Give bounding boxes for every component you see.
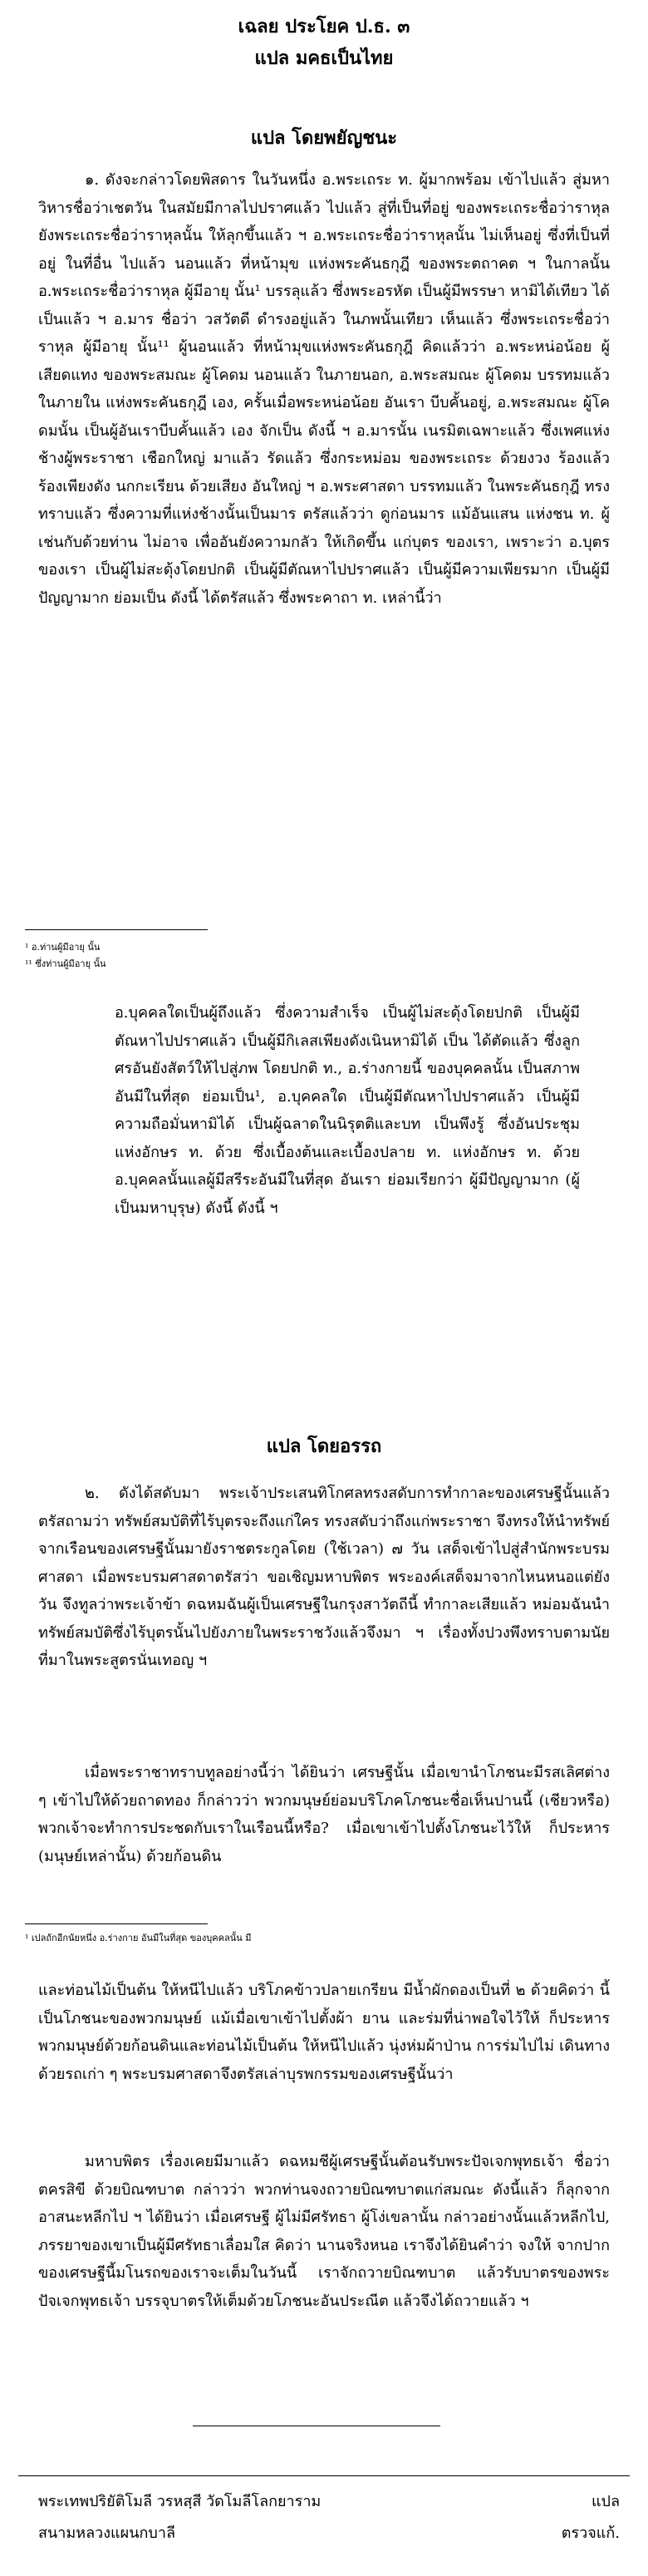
reviewer-name: สนามหลวงแผนกบาลี [38,2524,175,2542]
footnote-divider-2 [25,1923,208,1924]
meaning-paragraph-3: และท่อนไม้เป็นต้น ให้หนีไปแล้ว บริโภคข้าวปลายเกรียน มีน้ำผักดองเป็นที่ ๒ ด้วยคิดว่า นี้เป็นโภชนะของพวกมนุษย์ แม้เมื่อเขาเข้าไปตั้งผ้า ยาน และร่มที่น่าพอใจไว้ให้ ก็ประหารพวกมนุษย์ด้วยก้อนดินและท่อนไม้เป็นต้น ให้หนีไปแล้ว นุ่งห่มผ้าป่าน การร่มไปไม่ เดินทางด้วยรถเก่า ๆ พระบรมศาสดาจึงตรัสเล่าบุรพกรรมของเศรษฐีนั้นว่า [38,1982,610,2083]
footnote-1: ¹ อ.ท่านผู้มีอายุ นั้น [25,942,101,953]
verse-translation: อ.บุคคลใดเป็นผู้ถึงแล้ว ซึ่งความสำเร็จ เป็นผู้ไม่สะดุ้งโดยปกติ เป็นผู้มีตัณหาไปปราศแล้ว เป็นผู้มีกิเลสเพียงดังเนินหามิได้ เป็น ได้ตัดแล้ว ซึ่งลูกศรอันยังสัตว์ให้ไปสู่ภพ โดยปกติ ท., อ.ร่างกายนี้ ของบุคคลนั้น เป็นสภาพอันมีในที่สุด ย่อมเป็น¹, อ.บุคคลใด เป็นผู้มีตัณหาไปปราศแล้ว เป็นผู้มีความถือมั่นหามิได้ เป็นผู้ฉลาดในนิรุตติและบท เป็นพึงรู้ ซึ่งอันประชุม แห่งอักษร ท. ด้วย ซึ่งเบื้องต้นและเบื้องปลาย ท. แห่งอักษร ท. ด้วย อ.บุคคลนั้นแลผู้มีสรีระอันมีในที่สุด อันเรา ย่อมเรียกว่า ผู้มีปัญญามาก (ผู้เป็นมหาบุรุษ) ดังนี้ ดังนี้ ฯ [115,1004,580,1217]
translator-name: พระเทพปริยัติโมลี วรหสฺสี วัดโมลีโลกยาราม [38,2493,322,2510]
footnotes [25,939,357,973]
page-subtitle: แปล มคธเป็นไทย [254,47,394,69]
meaning-paragraph-1: ๒. ดังได้สดับมา พระเจ้าประเสนทิโกศลทรงสดับการทำกาละของเศรษฐีนั้นแล้ว ตรัสถามว่า ทรัพย์สมบัติที่ไร้บุตรจะถึงแก่ใคร ทรงสดับว่าถึงแก่พระราชา จึงทรงให้นำทรัพย์จากเรือนของเศรษฐีนั้นมายังราชตระกูลโดย (ใช้เวลา) ๗ วัน เสด็จเข้าไปสู่สำนักพระบรมศาสดา เมื่อพระบรมศาสดาตรัสว่า ขอเชิญมหาบพิตร พระองค์เสด็จมาจากไหนหนอแต่ยังวัน จึงทูลว่าพระเจ้าข้า ดฉหมฉันผู้เป็นเศรษฐีในกรุงสาวัตถีนี้ ทำกาละเสียแล้ว หม่อมฉันนำทรัพย์สมบัติซึ่งไร้บุตรนั้นไปยังภายในพระราชวังแล้วจึงมา ฯ เรื่องทั้งปวงพึงทราบตามนัยที่มาในพระสูตรนั่นเทอญ ฯ [38,1485,610,1669]
footer-divider [18,2475,630,2476]
meaning-paragraph-2: เมื่อพระราชาทราบทูลอย่างนี้ว่า ได้ยินว่า เศรษฐีนั้น เมื่อเขานำโภชนะมีรสเลิศต่าง ๆ เข้าไปให้ด้วยถาดทอง ก็กล่าวว่า พวกมนุษย์ย่อมบริโภคโภชนะชื่อเห็นปานนี้ (เชียวหรือ) พวกเจ้าจะทำการประชดกับเราในเรือนนี้หรือ? เมื่อเขาเข้าไปตั้งโภชนะไว้ให้ ก็ประหาร (มนุษย์เหล่านั้น) ด้วยก้อนดิน [38,1764,610,1865]
footnote-divider [25,929,208,930]
translator-role: แปล [591,2493,620,2510]
page-title: เฉลย ประโยค ป.ธ. ๓ [238,16,410,37]
reviewer-role: ตรวจแก้. [561,2524,620,2542]
literal-translation-paragraph: ๑. ดังจะกล่าวโดยพิสดาร ในวันหนึ่ง อ.พระเถระ ท. ผู้มากพร้อม เข้าไปแล้ว สู่มหาวิหารชื่อว่าเชตวัน ในสมัยมีกาลไปปราศแล้ว ไปแล้ว สู่ที่เป็นที่อยู่ ของพระเถระชื่อว่าราหุล ยังพระเถระชื่อว่าราหุลนั้น ให้ลุกขึ้นแล้ว ฯ อ.พระเถระชื่อว่าราหุลนั้น ไม่เห็นอยู่ ซึ่งที่เป็นที่อยู่ ในที่อื่น ไปแล้ว นอนแล้ว ที่หน้ามุข แห่งพระคันธกุฎี ของพระตถาคต ฯ ในกาลนั้น อ.พระเถระชื่อว่าราหุล ผู้มีอายุ นั้น¹ บรรลุแล้ว ซึ่งพระอรหัต เป็นผู้มีพรรษา หามิได้เทียว ได้เป็นแล้ว ฯ อ.มาร ชื่อว่า วสวัตดี ดำรงอยู่แล้ว ในภพนั้นเทียว เห็นแล้ว ซึ่งพระเถระชื่อว่าราหุล ผู้มีอายุ นั้น¹¹ ผู้นอนแล้ว ที่หน้ามุขแห่งพระคันธกุฎี คิดแล้วว่า อ.พระหน่อน้อย ผู้เสียดแทง ของพระสมณะ ผู้โคดม นอนแล้ว ในภายนอก, อ.พระสมณะ ผู้โคดม บรรทมแล้ว ในภายใน แห่งพระคันธกุฎี เอง, ครั้นเมื่อพระหน่อน้อย อันเรา บีบคั้นอยู่, อ.พระสมณะ ผู้โคดมนั้น เป็นผู้อันเราบีบคั้นแล้ว เอง จักเป็น ดังนี้ ฯ อ.มารนั้น เนรมิตเฉพาะแล้ว ซึ่งเพศแห่งช้างผู้พระราชา เชือกใหญ่ มาแล้ว รัดแล้ว ซึ่งกระหม่อม ของพระเถระ ด้วยงวง ร้องแล้ว ร้องเพียงดัง นกกะเรียน ด้วยเสียง อันใหญ่ ฯ อ.พระศาสดา บรรทมแล้ว ในพระคันธกุฎี ทรงทราบแล้ว ซึ่งความที่แห่งช้างนั้นเป็นมาร ตรัสแล้วว่า ดูก่อนมาร แม้อันแสน แห่งชน ท. ผู้เช่นกับด้วยท่าน ไม่อาจ เพื่ออันยังความกลัว ให้เกิดขึ้น แก่บุตร ของเรา, เพราะว่า อ.บุตร ของเรา เป็นผู้ไม่สะดุ้งโดยปกติ เป็นผู้มีตัณหาไปปราศแล้ว เป็นผู้มีความเพียรมาก เป็นผู้มีปัญญามาก ย่อมเป็น ดังนี้ ได้ตรัสแล้ว ซึ่งพระคาถา ท. เหล่านี้ว่า [38,171,610,607]
meaning-paragraph-4: มหาบพิตร เรื่องเคยมีมาแล้ว ดฉหมชีผู้เศรษฐีนั้นต้อนรับพระปัจเจกพุทธเจ้า ชื่อว่า ตครสิขี ด้วยบิณฑบาต กล่าวว่า พวกท่านจงถวายบิณฑบาตแก่สมณะ ดังนี้แล้ว ก็ลุกจากอาสนะหลีกไป ฯ ได้ยินว่า เมื่อเศรษฐี ผู้ไม่มีศรัทธา ผู้โง่เขลานั้น กล่าวอย่างนั้นแล้วหลีกไป, ภรรยาของเขาเป็นผู้มีศรัทธาเลื่อมใส คิดว่า นานจริงหนอ เราจึงได้ยินคำว่า จงให้ จากปากของเศรษฐีนี้มโนรถของเราจะเต็มในวันนี้ เราจักถวายบิณฑบาต แล้วรับบาตรของพระปัจเจกพุทธเจ้า บรรจุบาตรให้เต็มด้วยโภชนะอันประณีต แล้วจึงได้ถวายแล้ว ฯ [38,2153,610,2310]
footnote-3: ¹ เปลถักอีกนัยหนึ่ง อ.ร่างกาย อันมีในที่สุด ของบุคคลนั้น มี [25,1933,252,1943]
footnote-2: ¹¹ ซึ่งท่านผู้มีอายุ นั้น [25,958,106,969]
section-heading-meaning: แปล โดยอรรถ [266,1436,382,1457]
section-heading-literal: แปล โดยพยัญชนะ [250,127,398,149]
